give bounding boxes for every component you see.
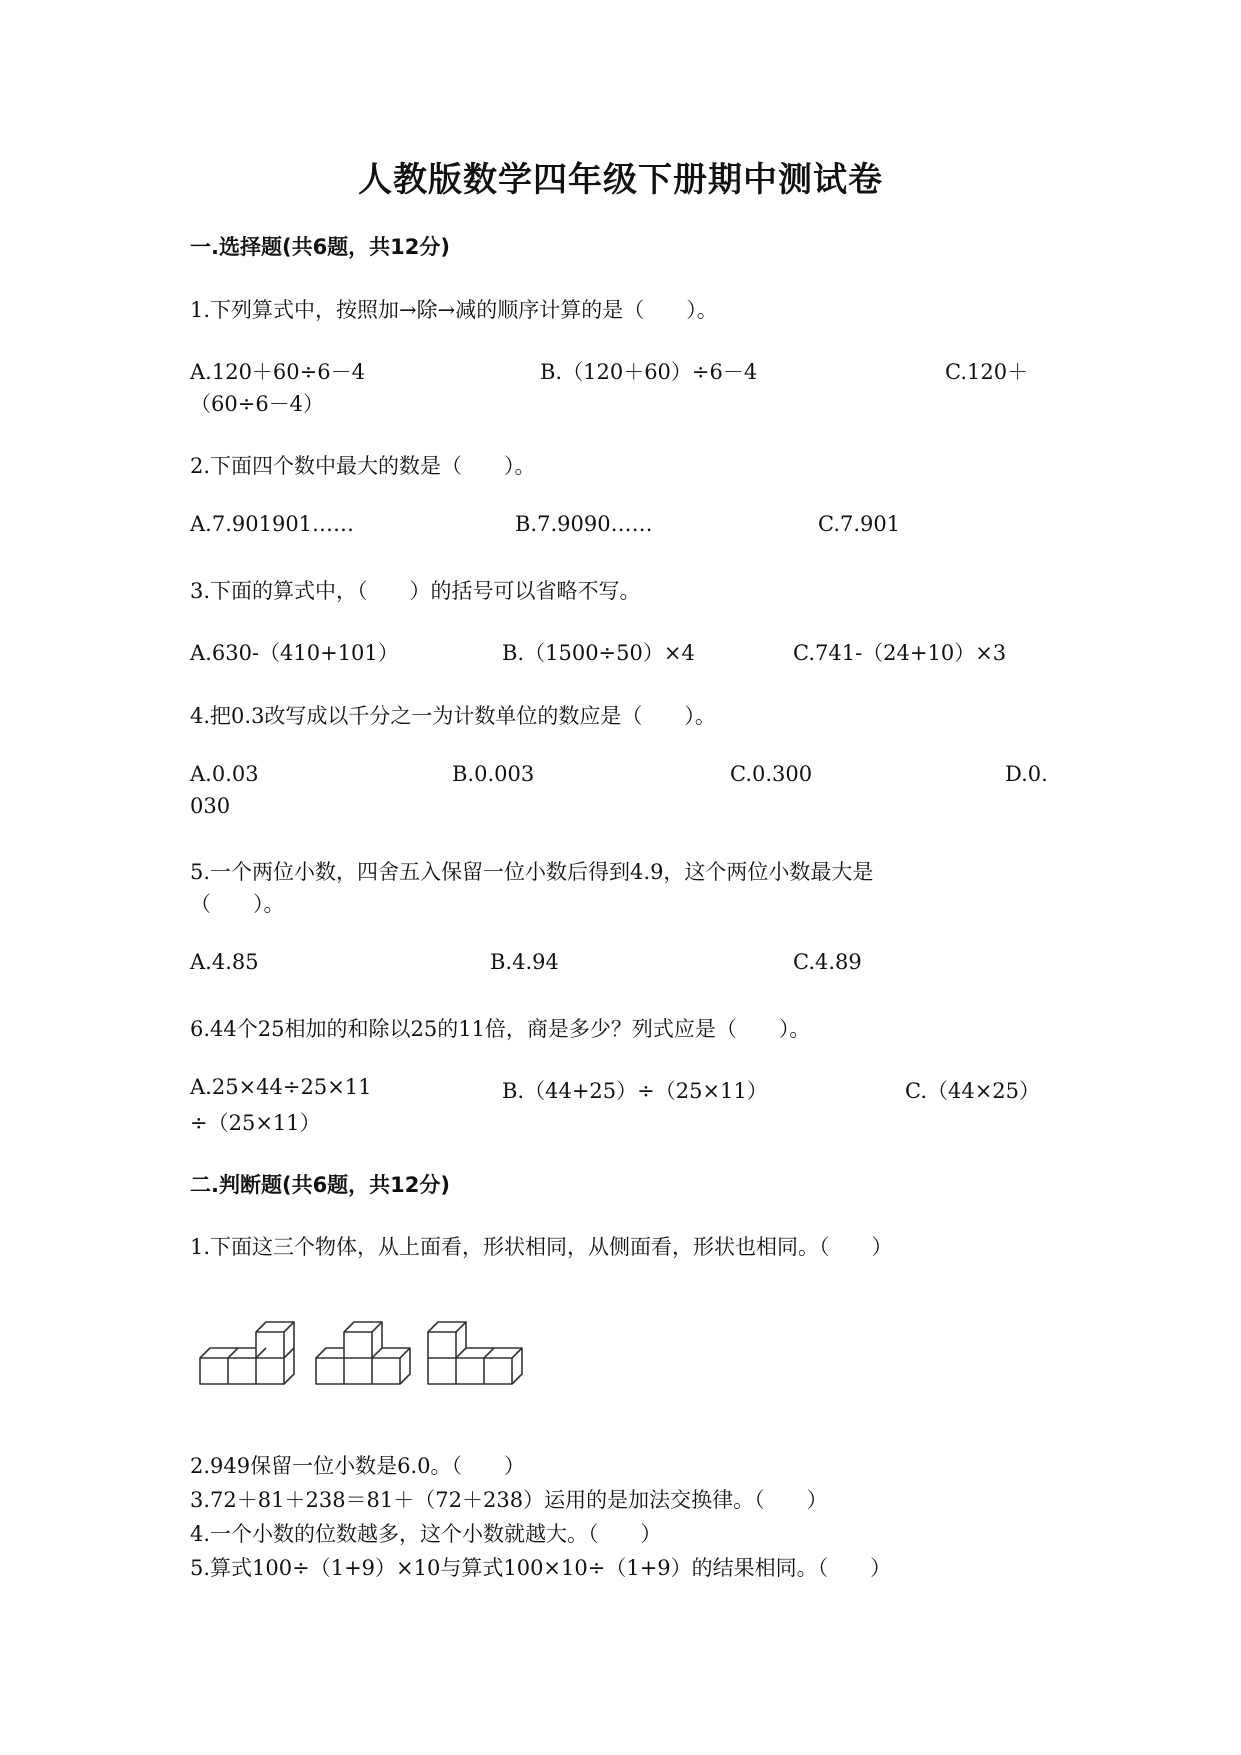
question-1-5-stem-cont: （ ）。 (190, 892, 285, 916)
question-1-4-option-c: C.0.300 (730, 762, 813, 786)
cube-object-2 (316, 1322, 410, 1384)
question-1-3-option-c: C.741-（24+10）×3 (793, 641, 1007, 665)
question-1-5-stem: 5.一个两位小数，四舍五入保留一位小数后得到4.9，这个两位小数最大是 (190, 860, 874, 884)
question-1-5-option-c: C.4.89 (793, 950, 862, 974)
section-2-header: 二.判断题(共6题，共12分) (190, 1173, 451, 1197)
question-1-2-option-c: C.7.901 (818, 512, 901, 536)
question-1-5-option-b: B.4.94 (490, 950, 559, 974)
question-1-2-stem: 2.下面四个数中最大的数是（ ）。 (190, 454, 536, 478)
question-1-5-option-a: A.4.85 (190, 950, 259, 974)
question-1-4-option-a: A.0.03 (190, 762, 259, 786)
question-1-6-stem: 6.44个25相加的和除以25的11倍，商是多少？列式应是（ ）。 (190, 1017, 811, 1041)
question-2-5: 5.算式100÷（1+9）×10与算式100×10÷（1+9）的结果相同。（ ） (190, 1556, 892, 1580)
question-1-6-option-c: C.（44×25） (905, 1079, 1041, 1103)
question-1-4-option-b: B.0.003 (452, 762, 535, 786)
question-2-1: 1.下面这三个物体，从上面看，形状相同，从侧面看，形状也相同。（ ） (190, 1235, 893, 1259)
cube-object-3 (428, 1322, 522, 1384)
cube-stacks-icon (196, 1312, 536, 1396)
question-1-3-option-a: A.630-（410+101） (190, 641, 399, 665)
cube-object-1 (200, 1322, 294, 1384)
question-1-1-option-a: A.120＋60÷6－4 (190, 360, 365, 384)
question-1-1-option-c-cont: （60÷6－4） (190, 392, 325, 416)
question-1-6-option-c-cont: ÷（25×11） (190, 1111, 321, 1135)
question-1-6-option-b: B.（44+25）÷（25×11） (502, 1079, 768, 1103)
question-1-6-option-a: A.25×44÷25×11 (190, 1075, 372, 1099)
question-1-2-option-b: B.7.9090…… (515, 512, 653, 536)
section-1-header: 一.选择题(共6题，共12分) (190, 235, 451, 259)
question-1-3-stem: 3.下面的算式中，（ ）的括号可以省略不写。 (190, 579, 641, 603)
question-1-4-option-d: D.0. (1005, 762, 1048, 786)
page-title: 人教版数学四年级下册期中测试卷 (358, 160, 883, 200)
question-2-3: 3.72＋81＋238＝81＋（72＋238）运用的是加法交换律。（ ） (190, 1488, 828, 1512)
question-2-4: 4.一个小数的位数越多，这个小数就越大。（ ） (190, 1522, 662, 1546)
question-1-1-stem: 1.下列算式中，按照加→除→减的顺序计算的是（ ）。 (190, 298, 718, 322)
question-1-1-option-c: C.120＋ (945, 360, 1029, 384)
question-1-2-option-a: A.7.901901…… (190, 512, 355, 536)
question-1-3-option-b: B.（1500÷50）×4 (502, 641, 695, 665)
question-2-2: 2.949保留一位小数是6.0。（ ） (190, 1454, 526, 1478)
question-1-4-option-d-cont: 030 (190, 794, 231, 818)
question-1-4-stem: 4.把0.3改写成以千分之一为计数单位的数应是（ ）。 (190, 704, 716, 728)
question-1-1-option-b: B.（120＋60）÷6－4 (540, 360, 758, 384)
